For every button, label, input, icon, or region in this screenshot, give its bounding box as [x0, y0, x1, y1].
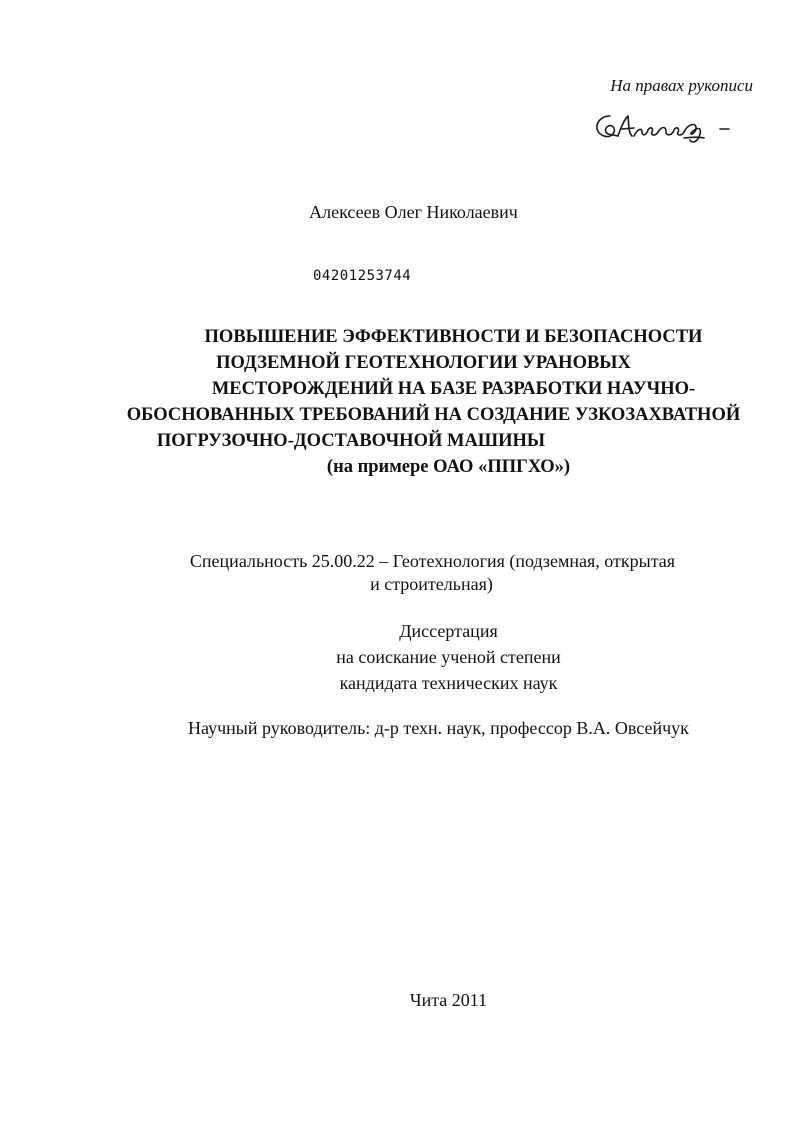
dissertation-degree: кандидата технических наук	[339, 673, 558, 693]
registration-number: 04201253744	[313, 268, 412, 284]
scientific-advisor: Научный руководитель: д-р техн. наук, профессор В.А. Овсейчук	[188, 718, 689, 738]
title-line: ПОГРУЗОЧНО-ДОСТАВОЧНОЙ МАШИНЫ	[156, 431, 546, 451]
dissertation-info	[0, 618, 797, 696]
city-year: Чита 2011	[409, 990, 488, 1010]
signature-image	[588, 102, 748, 150]
specialty-line: и строительная)	[370, 574, 493, 594]
title-line: МЕСТОРОЖДЕНИЙ НА БАЗЕ РАЗРАБОТКИ НАУЧНО-	[211, 379, 696, 399]
author-name: Алексеев Олег Николаевич	[309, 202, 518, 222]
title-line: ПОВЫШЕНИЕ ЭФФЕКТИВНОСТИ И БЕЗОПАСНОСТИ	[204, 327, 703, 347]
specialty	[0, 550, 797, 596]
dissertation-title	[0, 324, 797, 480]
title-line: ОБОСНОВАННЫХ ТРЕБОВАНИЙ НА СОЗДАНИЕ УЗКОЗАХВАТНОЙ	[126, 405, 741, 425]
dissertation-type: Диссертация	[399, 621, 498, 641]
title-line: ПОДЗЕМНОЙ ГЕОТЕХНОЛОГИИ УРАНОВЫХ	[216, 353, 631, 373]
rights-note: На правах рукописи	[610, 76, 753, 95]
specialty-line: Специальность 25.00.22 – Геотехнология (подземная, открытая	[189, 551, 676, 571]
dissertation-purpose: на соискание ученой степени	[336, 647, 561, 667]
title-subtitle: (на примере ОАО «ППГХО»)	[326, 457, 571, 477]
